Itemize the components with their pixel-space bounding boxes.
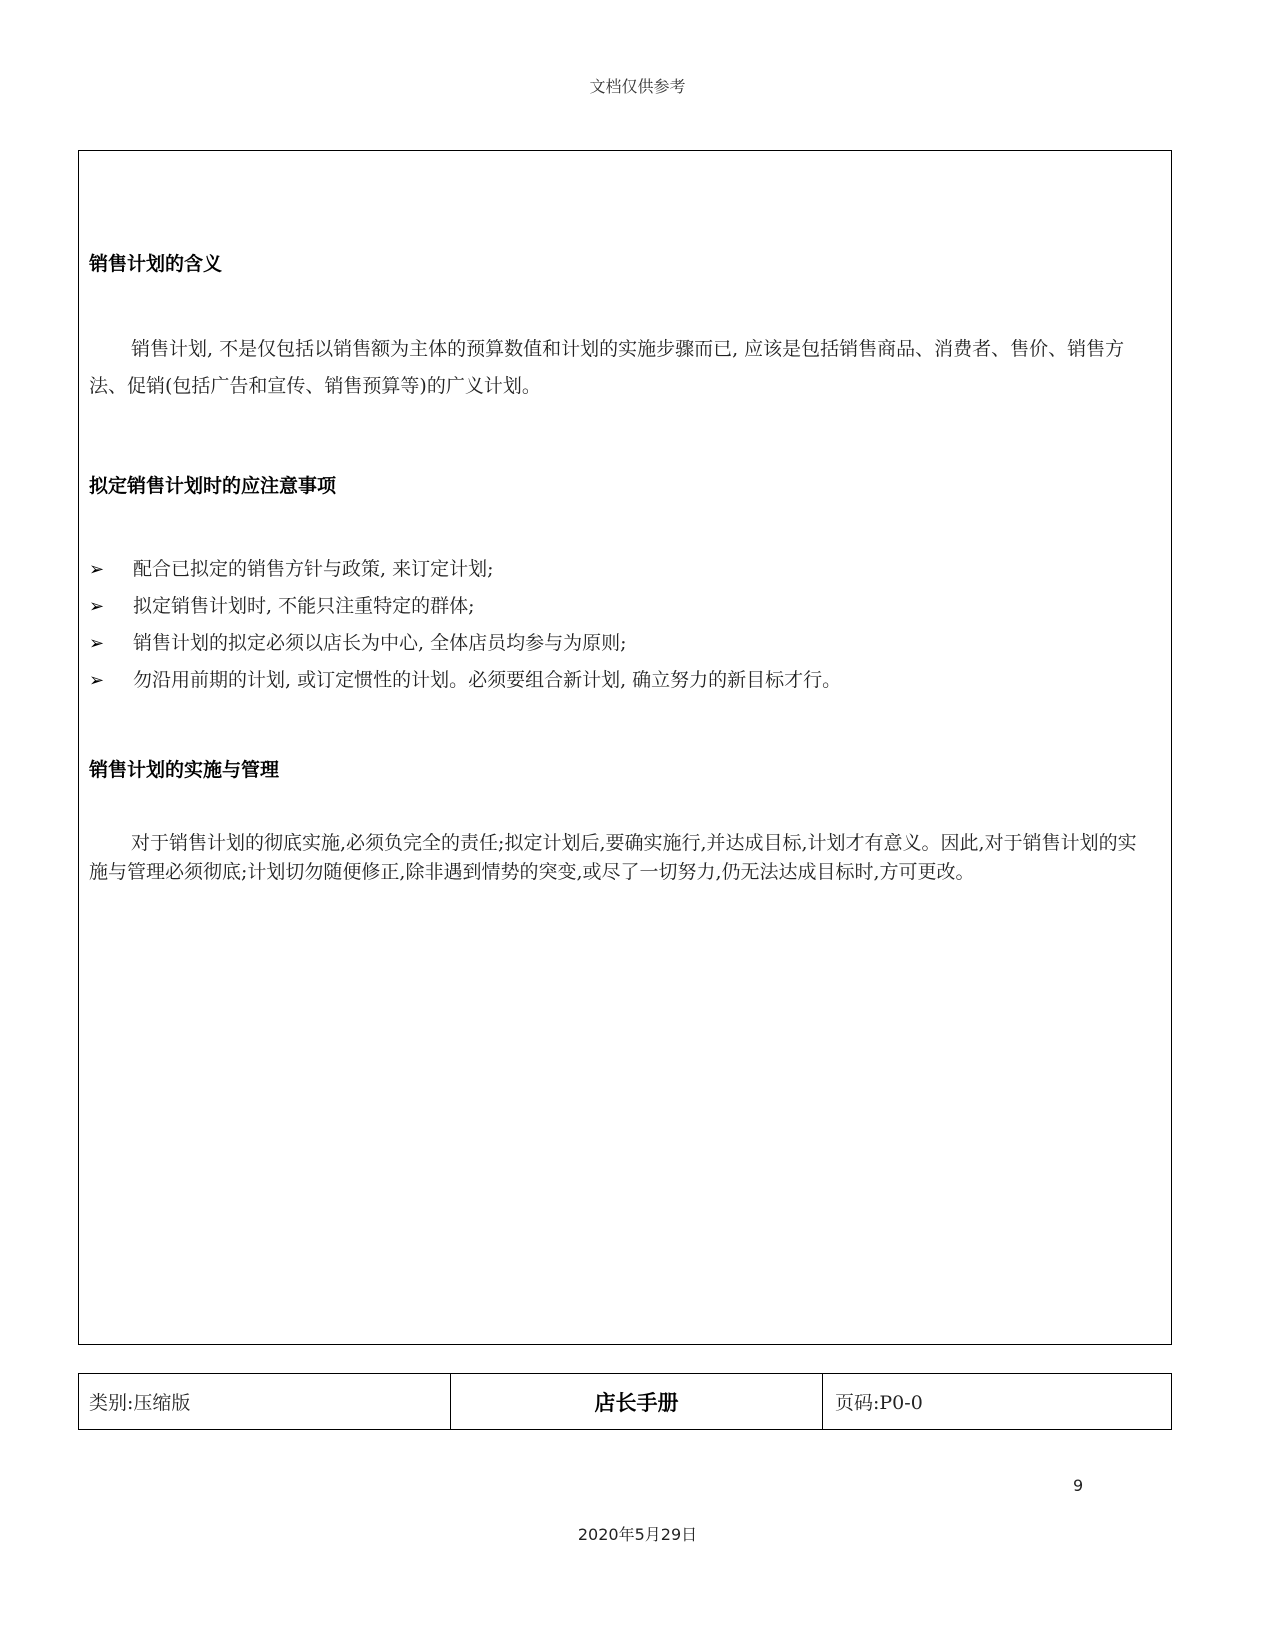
list-item-text: 拟定销售计划时, 不能只注重特定的群体; [133,595,475,617]
arrow-bullet-icon: ➢ [89,559,105,580]
list-item [89,662,1151,699]
page-number: 9 [1073,1476,1084,1495]
list-item-text: 配合已拟定的销售方针与政策, 来订定计划; [133,558,494,580]
list-item [89,625,1151,662]
footer-category: 类别:压缩版 [79,1374,451,1429]
section-heading-notes: 拟定销售计划时的应注意事项 [89,475,337,497]
notes-list [89,551,1151,699]
list-item [89,551,1151,588]
section-paragraph-meaning: 销售计划, 不是仅包括以销售额为主体的预算数值和计划的实施步骤而已, 应该是包括销售商品、消费者、售价、销售方法、促销(包括广告和宣传、销售预算等)的广义计划。 [89,338,1125,397]
section-heading-implementation: 销售计划的实施与管理 [89,759,280,781]
footer-page-code: 页码:P0-0 [835,1392,923,1414]
arrow-bullet-icon: ➢ [89,633,105,654]
list-item [89,588,1151,625]
list-item-text: 销售计划的拟定必须以店长为中心, 全体店员均参与为原则; [133,632,627,654]
arrow-bullet-icon: ➢ [89,596,105,617]
footer-date: 2020年5月29日 [577,1525,698,1544]
section-paragraph-implementation: 对于销售计划的彻底实施,必须负完全的责任;拟定计划后,要确实施行,并达成目标,计划才有意义。因此,对于销售计划的实施与管理必须彻底;计划切勿随便修正,除非遇到情势的突变,或尽了一切努力,仍无法达成目标时,方可更改。 [89,832,1137,883]
footer-table [78,1373,1172,1430]
header-note: 文档仅供参考 [589,77,686,96]
footer-title: 店长手册 [451,1374,823,1429]
list-item-text: 勿沿用前期的计划, 或订定惯性的计划。必须要组合新计划, 确立努力的新目标才行。 [133,669,842,691]
section-heading-meaning: 销售计划的含义 [89,253,223,275]
content-body [89,251,1151,887]
arrow-bullet-icon: ➢ [89,670,105,691]
content-frame [78,150,1172,1345]
